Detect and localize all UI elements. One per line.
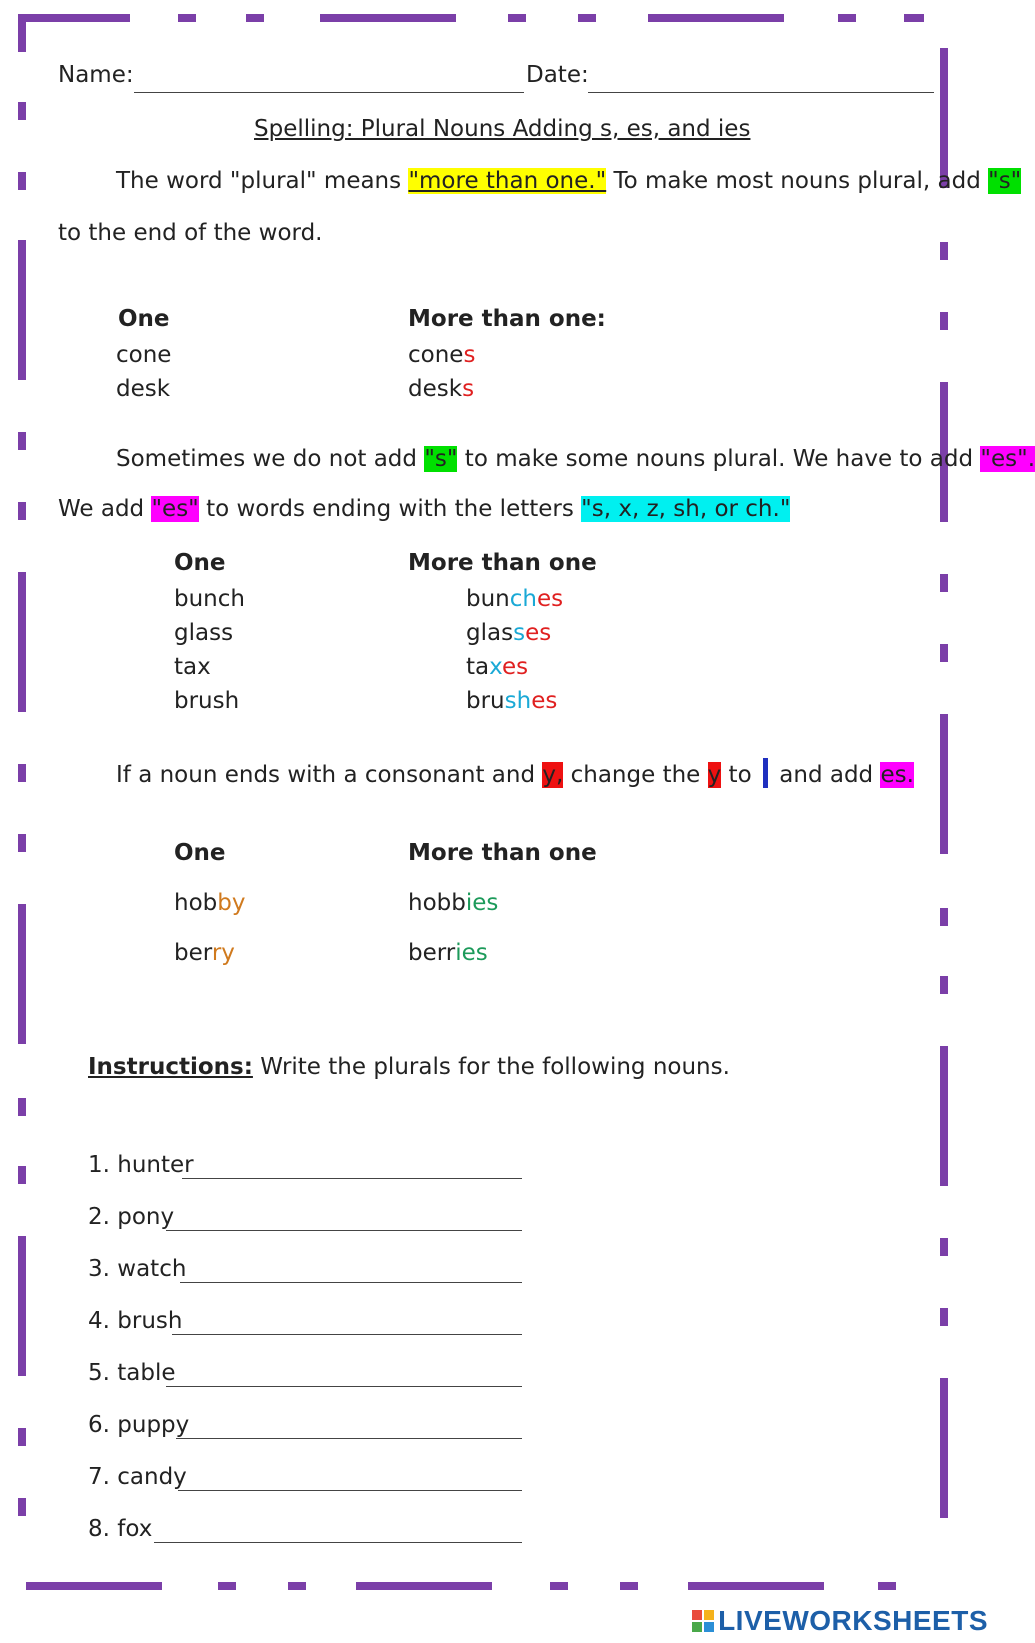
i-marker	[763, 758, 768, 788]
highlight-s: "s"	[988, 168, 1022, 194]
table2-more: bunches	[466, 586, 564, 612]
exercise-item: 2. pony	[88, 1204, 175, 1230]
table2-more: brushes	[466, 688, 558, 714]
intro-line-2: to the end of the word.	[58, 220, 323, 246]
answer-field[interactable]	[178, 1490, 522, 1491]
page-title: Spelling: Plural Nouns Adding s, es, and ies	[254, 116, 751, 142]
logo-grid-icon	[692, 1610, 714, 1632]
table2-one: tax	[174, 654, 211, 680]
intro-line-1	[116, 168, 1021, 194]
answer-field[interactable]	[182, 1178, 522, 1179]
table3-more: hobbies	[408, 890, 499, 916]
exercise-item: 8. fox	[88, 1516, 153, 1542]
table3-one: hobby	[174, 890, 246, 916]
table1-more: desks	[408, 376, 475, 402]
table2-more: glasses	[466, 620, 552, 646]
answer-field[interactable]	[154, 1542, 522, 1543]
table2-one: bunch	[174, 586, 245, 612]
table3-col-one: One	[174, 840, 226, 866]
highlight-s: "s"	[424, 446, 458, 472]
intro-text-a: The word "plural" means	[116, 168, 409, 194]
rule2-line-2: We add "es" to words ending with the letters "s, x, z, sh, or ch."	[58, 496, 791, 522]
name-label: Name:	[58, 62, 134, 88]
table1-one: desk	[116, 376, 171, 402]
liveworksheets-logo[interactable]	[692, 1605, 988, 1637]
highlight-y: y	[707, 762, 722, 788]
exercise-item: 6. puppy	[88, 1412, 190, 1438]
highlight-es: es.	[880, 762, 914, 788]
highlight-more-than-one: "more than one."	[408, 168, 607, 194]
table3-col-more: More than one	[408, 840, 597, 866]
name-field[interactable]	[134, 92, 524, 93]
intro-text-b: To make most nouns plural, add	[606, 168, 989, 194]
rule2-line-1: Sometimes we do not add "s" to make some nouns plural. We have to add "es".	[116, 446, 1035, 472]
exercise-item: 7. candy	[88, 1464, 187, 1490]
highlight-y: y,	[542, 762, 564, 788]
answer-field[interactable]	[180, 1282, 522, 1283]
logo-text: LIVEWORKSHEETS	[718, 1605, 988, 1636]
rule3-line: If a noun ends with a consonant and y, change the y to and add es.	[116, 758, 914, 788]
highlight-es: "es".	[980, 446, 1035, 472]
table1-one: cone	[116, 342, 172, 368]
table2-more: taxes	[466, 654, 529, 680]
highlight-letters: "s, x, z, sh, or ch."	[581, 496, 791, 522]
table1-more: cones	[408, 342, 476, 368]
answer-field[interactable]	[166, 1230, 522, 1231]
table3-more: berries	[408, 940, 488, 966]
table3-one: berry	[174, 940, 235, 966]
exercise-item: 1. hunter	[88, 1152, 194, 1178]
answer-field[interactable]	[176, 1438, 522, 1439]
exercise-item: 4. brush	[88, 1308, 183, 1334]
table2-one: brush	[174, 688, 240, 714]
table2-col-more: More than one	[408, 550, 597, 576]
table1-col-more: More than one:	[408, 306, 606, 332]
highlight-es: "es"	[151, 496, 199, 522]
answer-field[interactable]	[166, 1386, 522, 1387]
instructions-text: Write the plurals for the following nouns.	[252, 1054, 730, 1080]
date-label: Date:	[526, 62, 589, 88]
answer-field[interactable]	[172, 1334, 522, 1335]
instructions	[88, 1054, 730, 1080]
instructions-label: Instructions:	[88, 1054, 253, 1080]
table1-col-one: One	[118, 306, 170, 332]
exercise-item: 5. table	[88, 1360, 176, 1386]
table2-col-one: One	[174, 550, 226, 576]
exercise-item: 3. watch	[88, 1256, 187, 1282]
date-field[interactable]	[588, 92, 934, 93]
table2-one: glass	[174, 620, 234, 646]
